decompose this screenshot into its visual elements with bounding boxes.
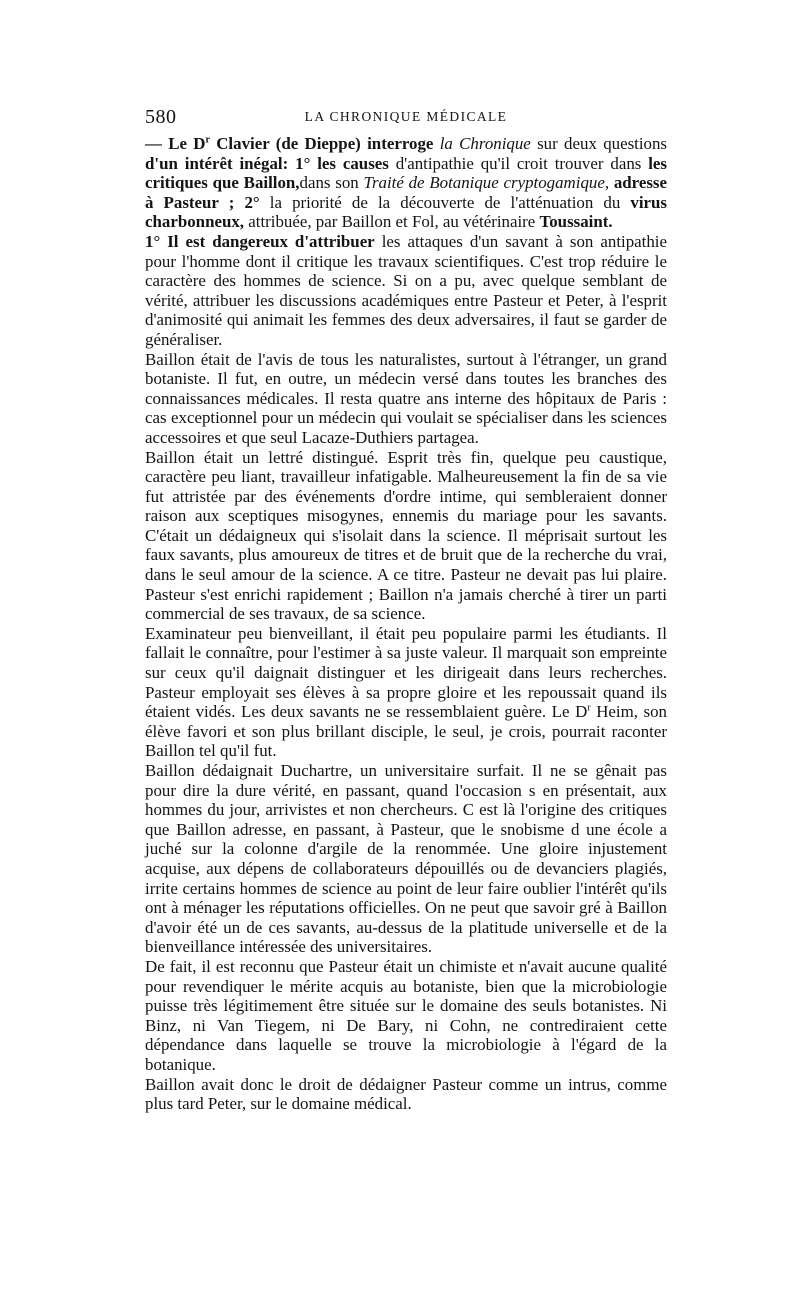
page-header bbox=[145, 106, 667, 136]
page-number: 580 bbox=[145, 106, 177, 128]
paragraph bbox=[145, 761, 667, 957]
text-run: Clavier (de Dieppe) interroge bbox=[209, 134, 440, 153]
text-run: , bbox=[604, 173, 614, 193]
paragraph bbox=[145, 232, 667, 350]
text-run: d'un intérêt inégal: 1° les causes bbox=[145, 153, 389, 173]
text-run: les attaques d'un savant à son antipathie pour l'homme dont il critique les travaux scientifiques. C'est trop réduire le caractère des hommes de science. Si on a pu, avec quelque semblant de vérité, attribuer les discussions académiques entre Pasteur et Peter, à l'esprit d'animosité qui animait les femmes des deux adversaires, il faut se garder de généraliser. bbox=[145, 231, 667, 349]
text-run: d'antipathie qu'il croit trouver dans bbox=[388, 153, 649, 173]
paragraph bbox=[145, 134, 667, 232]
text-run: virus charbonneux, bbox=[145, 192, 667, 232]
article-body bbox=[145, 134, 667, 1114]
text-run: Traité de Botanique cryptogamique bbox=[363, 173, 605, 193]
text-run: Baillon dédaignait Duchartre, un universitaire surfait. Il ne se gênait pas pour dire la dure vérité, en passant, quand l'occasion s en présentait, aux hommes du jour, arrivistes et non chercheurs. C est là l'origine des critiques que Baillon adresse, en passant, à Pasteur, que le snobisme d une école a juché sur la colonne d'argile de la renommée. Une gloire injustement acquise, aux dépens de collaborateurs dépouillés ou de devanciers plagiés, irrite certains hommes de science au point de leur faire oublier l'intérêt qu'ils ont à ménager les réputations officielles. On ne peut que savoir gré à Baillon d'avoir été un de ces savants, au-dessus de la platitude universelle et de la bienveillance intéressée des universitaires. bbox=[145, 761, 667, 957]
text-run: De fait, il est reconnu que Pasteur était un chimiste et n'avait aucune qualité pour revendiquer le mérite acquis au botaniste, bien que la microbiologie puisse très légitimement être située sur le domaine des seuls botanistes. Ni Binz, ni Van Tiegem, ni De Bary, ni Cohn, ne contrediraient cette dépendance dans laquelle se trouve la microbiologie à l'égard de la botanique. bbox=[145, 956, 667, 1074]
paragraph bbox=[145, 957, 667, 1075]
text-run: Toussaint. bbox=[539, 212, 613, 232]
text-run: Examinateur peu bienveillant, il était peu populaire parmi les étudiants. Il fallait le connaître, pour l'estimer à sa juste valeur. Il marquait son empreinte sur ceux qu'il daignait distinguer et les dirigeait dans leurs recherches. Pasteur employait ses élèves à sa propre gloire et les repoussait quand ils étaient vidés. Les deux savants ne se ressemblaient guère. Le D bbox=[145, 623, 667, 722]
paragraph bbox=[145, 350, 667, 448]
text-run: Baillon était un lettré distingué. Esprit très fin, quelque peu caustique, caractère peu liant, travailleur infatigable. Malheureusement la fin de sa vie fut attristée par des événements d'ordre intime, qui sembleraient donner raison aux sceptiques misogynes, ennemis du mariage pour les savants. C'était un dédaigneux qui s'isolait dans la science. Il méprisait surtout les faux savants, plus amoureux de titres et de bruit que de la recherche du vrai, dans le seul amour de la science. A ce titre. Pasteur ne devait pas lui plaire. Pasteur s'est enrichi rapidement ; Baillon n'a jamais cherché à tirer un parti commercial de ses travaux, de sa science. bbox=[145, 447, 667, 624]
text-run: sur deux questions bbox=[530, 134, 667, 153]
paragraph bbox=[145, 448, 667, 624]
text-run: Baillon avait donc le droit de dédaigner Pasteur comme un intrus, comme plus tard Peter, sur le domaine médical. bbox=[145, 1074, 667, 1114]
paragraph bbox=[145, 1075, 667, 1114]
paragraph bbox=[145, 624, 667, 761]
text-run: dans son bbox=[299, 173, 364, 193]
text-run: la priorité de la découverte de l'atténuation du bbox=[259, 192, 631, 212]
text-run: les critiques que Baillon, bbox=[145, 153, 667, 193]
running-title: LA CHRONIQUE MÉDICALE bbox=[304, 109, 508, 124]
text-run: r bbox=[587, 702, 591, 714]
text-run: Heim, son élève favori et son plus brillant disciple, le seul, je crois, pourrait raconter Baillon tel qu'il fut. bbox=[145, 702, 667, 761]
text-run: r bbox=[205, 134, 210, 146]
text-run: la Chronique bbox=[439, 134, 531, 153]
text-run: 1° Il est dangereux d'attribuer bbox=[145, 231, 375, 251]
text-run: attribuée, par Baillon et Fol, au vétérinaire bbox=[244, 212, 540, 232]
text-run: — Le D bbox=[145, 134, 206, 153]
text-run: adresse à Pasteur ; 2° bbox=[145, 173, 667, 212]
text-run: Baillon était de l'avis de tous les naturalistes, surtout à l'étranger, un grand botaniste. Il fut, en outre, un médecin versé dans toutes les branches des connaissances médicales. Il resta quatre ans interne des hôpitaux de Paris : cas exceptionnel pour un médecin qui voulait se spécialiser dans les sciences accessoires et que seul Lacaze-Duthiers partagea. bbox=[145, 349, 667, 447]
